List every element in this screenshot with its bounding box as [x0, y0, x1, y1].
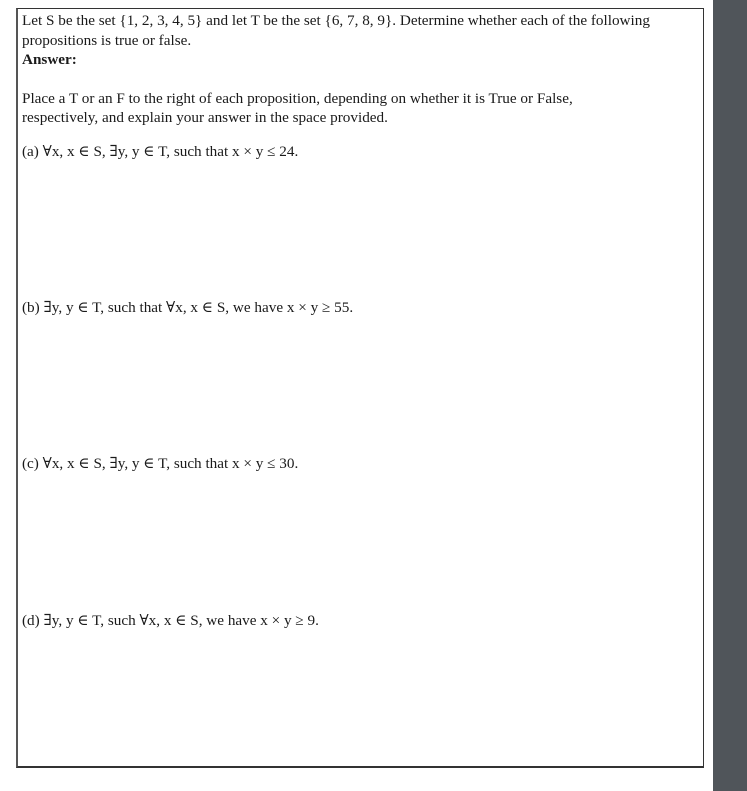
- proposition-c-label: (c): [22, 455, 39, 472]
- proposition-a-label: (a): [22, 143, 39, 160]
- proposition-d: [22, 611, 319, 631]
- answer-space-d[interactable]: [22, 633, 702, 763]
- proposition-c-text: ∀x, x ∈ S, ∃y, y ∈ T, such that x × y ≤ 30.: [42, 455, 299, 472]
- answer-label: Answer:: [22, 51, 77, 68]
- answer-space-c[interactable]: [22, 476, 702, 606]
- instructions-line-1: Place a T or an F to the right of each proposition, depending on whether it is True or False,: [22, 90, 573, 107]
- proposition-d-label: (d): [22, 612, 40, 629]
- answer-space-a[interactable]: [22, 164, 702, 294]
- proposition-b-label: (b): [22, 299, 40, 316]
- proposition-b: [22, 298, 353, 318]
- question-line-2: propositions is true or false.: [22, 32, 192, 49]
- proposition-a: [22, 142, 298, 162]
- answer-space-b[interactable]: [22, 320, 702, 450]
- question-line-1: Let S be the set {1, 2, 3, 4, 5} and let T be the set {6, 7, 8, 9}. Determine whether each of the following: [22, 12, 650, 29]
- proposition-b-text: ∃y, y ∈ T, such that ∀x, x ∈ S, we have x × y ≥ 55.: [43, 299, 354, 316]
- proposition-c: [22, 454, 298, 474]
- question-box: [16, 8, 704, 768]
- instructions-line-2: respectively, and explain your answer in the space provided.: [22, 109, 388, 126]
- proposition-d-text: ∃y, y ∈ T, such ∀x, x ∈ S, we have x × y ≥ 9.: [43, 612, 319, 629]
- scrollbar[interactable]: [713, 0, 747, 791]
- proposition-a-text: ∀x, x ∈ S, ∃y, y ∈ T, such that x × y ≤ 24.: [42, 143, 299, 160]
